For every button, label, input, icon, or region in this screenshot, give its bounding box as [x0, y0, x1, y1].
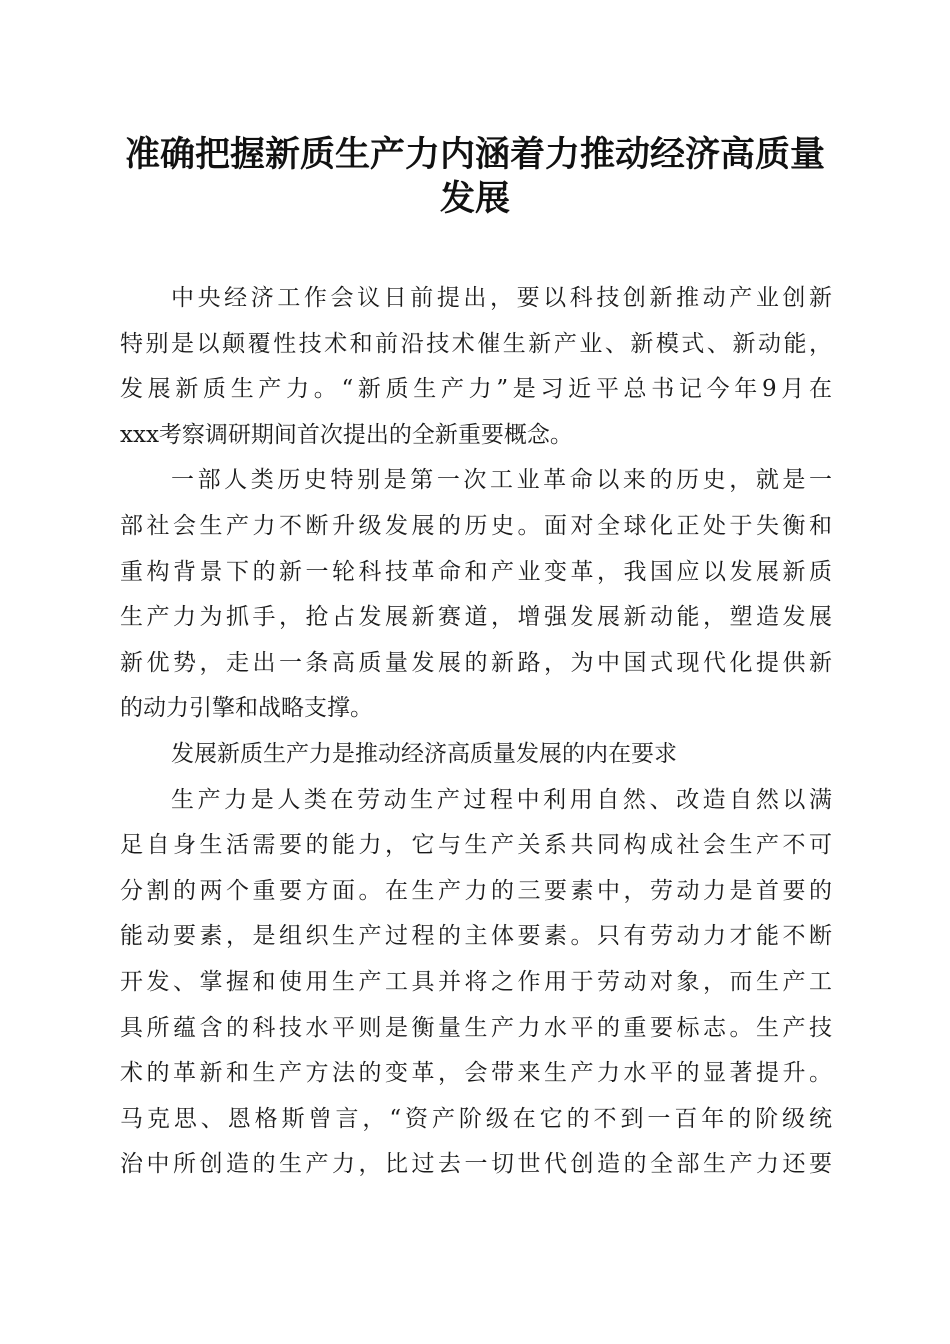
- paragraph-1-line: 发展新质生产力。“新质生产力”是习近平总书记今年9月在: [120, 376, 832, 403]
- paragraph-4-line: 具所蕴含的科技水平则是衡量生产力水平的重要标志。生产技: [120, 1014, 832, 1041]
- paragraph-1-line: 中央经济工作会议日前提出，要以科技创新推动产业创新: [171, 285, 832, 311]
- paragraph-2-line: 的动力引擎和战略支撑。: [120, 695, 373, 722]
- paragraph-2-line: 生产力为抓手，抢占发展新赛道，增强发展新动能，塑造发展: [120, 604, 832, 631]
- document-body: [120, 276, 832, 1188]
- title-line: 发展: [439, 178, 510, 219]
- paragraph-2-line: 部社会生产力不断升级发展的历史。面对全球化正处于失衡和: [120, 512, 832, 539]
- title-line: 准确把握新质生产力内涵着力推动经济高质量: [124, 134, 825, 175]
- paragraph-4-line: 开发、掌握和使用生产工具并将之作用于劳动对象，而生产工: [120, 968, 832, 995]
- paragraph-2-line: 一部人类历史特别是第一次工业革命以来的历史，就是一: [171, 467, 832, 494]
- document-title: [100, 133, 850, 221]
- paragraph-4-line: 能动要素，是组织生产过程的主体要素。只有劳动力才能不断: [120, 923, 832, 950]
- paragraph-1-line: 特别是以颠覆性技术和前沿技术催生新产业、新模式、新动能，: [120, 330, 832, 357]
- paragraph-4-line: 分割的两个重要方面。在生产力的三要素中，劳动力是首要的: [120, 877, 832, 904]
- paragraph-4-line: 马克思、恩格斯曾言，“资产阶级在它的不到一百年的阶级统: [120, 1105, 832, 1132]
- paragraph-4-line: 足自身生活需要的能力，它与生产关系共同构成社会生产不可: [120, 832, 832, 859]
- paragraph-4-line: 生产力是人类在劳动生产过程中利用自然、改造自然以满: [171, 786, 832, 813]
- paragraph-4-line: 治中所创造的生产力，比过去一切世代创造的全部生产力还要: [120, 1151, 832, 1178]
- paragraph-2-line: 重构背景下的新一轮科技革命和产业变革，我国应以发展新质: [120, 558, 832, 585]
- paragraph-2-line: 新优势，走出一条高质量发展的新路，为中国式现代化提供新: [120, 649, 832, 676]
- section-heading: 发展新质生产力是推动经济高质量发展的内在要求: [171, 740, 677, 767]
- paragraph-4-line: 术的革新和生产方法的变革，会带来生产力水平的显著提升。: [120, 1060, 832, 1087]
- paragraph-1-line: xxx考察调研期间首次提出的全新重要概念。: [120, 421, 573, 448]
